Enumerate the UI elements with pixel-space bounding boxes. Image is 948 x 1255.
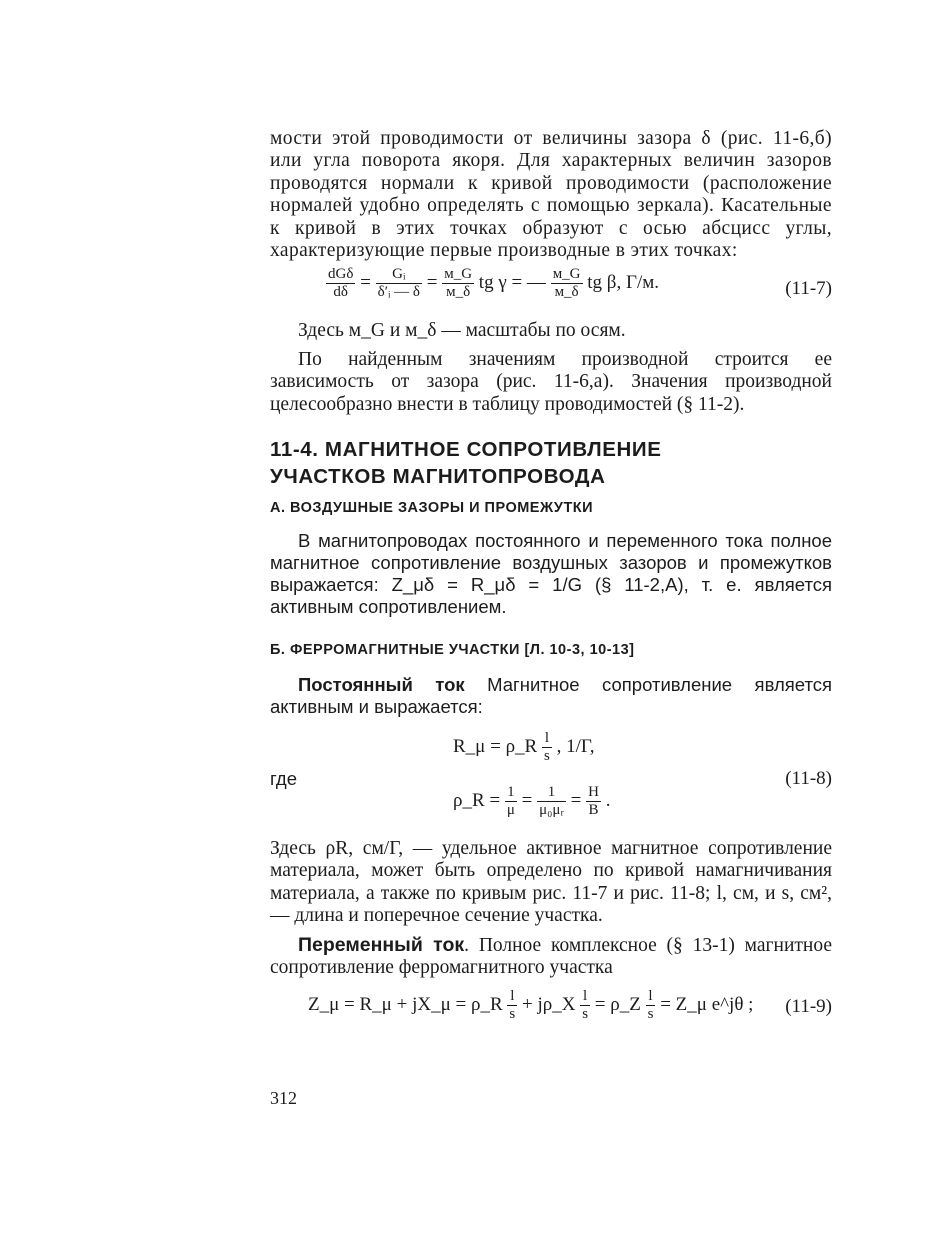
eq8-line-2: ρ_R = $\frac{1}{\mu}$ = $\frac{1}{\text{μ₀μᵣ}}$ = $\frac{H}{B}$ . [453,784,611,819]
eq9-frac-2: $\frac{l}{s}$ [582,987,589,1022]
eq8-where: где [270,768,298,790]
paragraph-7-text: . Полное комплексное (§ 13-1) магнитное сопротивление ферромагнитного участка [270,934,832,979]
eq7-tg-beta: tg β, Г/м. [587,272,659,294]
paragraph-5 [270,674,832,718]
equation-11-7: $\frac{\text{dGδ}}{d\delta}$ = $\frac{\text{Gᵢ}}{\text{δ′ᵢ — δ}}$ = $\frac{м\_G}{м\_\delta}$ tg γ = — $\frac{м\_G}{м\_\delta}$ tg β, Г/м. (11-7) [328,266,832,301]
section-heading-line-2: УЧАСТКОВ МАГНИТОПРОВОДА [270,465,606,489]
eq8-line-1: R_μ = ρ_R $\frac{l}{s}$ , 1/Г, [453,730,595,765]
paragraph-2: Здесь м_G и м_δ — масштабы по осям. [298,320,626,342]
eq7-frac-4: $\frac{м\_G}{м\_\delta}$ [552,266,581,301]
equation-11-8 [270,724,832,830]
paragraph-5-lead: Постоянный ток [298,674,465,696]
subheading-b-reference: [Л. 10-3, 10-13] [524,642,635,659]
eq8-frac-2: $\frac{1}{\mu}$ [506,784,515,819]
eq9-frac-1: $\frac{l}{s}$ [509,987,516,1022]
paragraph-1: мости этой проводимости от величины зазора δ (рис. 11-6,б) или угла поворота якоря. Для характерных величин зазоров проводятся нормали к кривой проводимости (расположение нормалей удобно определять с помощью зеркала). Касательные к кривой в этих точках образуют с осью абсцисс углы, характеризующие первые производные в этих точках: [270,128,832,262]
equation-number-11-8: (11-8) [785,768,832,790]
paragraph-7-lead: Переменный ток [298,933,465,956]
page-number: 312 [270,1088,297,1108]
paragraph-5-text: Магнитное сопротивление является активным и выражается: [270,674,832,718]
eq7-tg-gamma: tg γ = — [478,272,546,294]
eq7-frac-3: $\frac{м\_G}{м\_\delta}$ [444,266,473,301]
eq8-frac-3: $\frac{1}{\text{μ₀μᵣ}}$ [539,784,564,819]
eq7-frac-2: $\frac{\text{Gᵢ}}{\text{δ′ᵢ — δ}}$ [377,266,420,301]
section-heading-11-4 [270,436,832,490]
eq8-frac-1: $\frac{l}{s}$ [543,730,550,765]
equation-number-11-9: (11-9) [785,995,832,1017]
equation-11-9: Z_μ = R_μ + jX_μ = ρ_R $\frac{l}{s}$ + jρ_X $\frac{l}{s}$ = ρ_Z $\frac{l}{s}$ = Z_μ e^jθ ; (11-9) [308,987,832,1022]
paragraph-7 [270,934,832,980]
eq8-frac-4: $\frac{H}{B}$ [588,784,599,819]
paragraph-3: По найденным значениям производной строится ее зависимость от зазора (рис. 11-6,а). Значения производной целесообразно внести в таблицу проводимостей (§ 11-2). [270,348,832,415]
subheading-b [270,642,832,658]
paragraph-6: Здесь ρR, см/Г, — удельное активное магнитное сопротивление материала, может быть определено по кривой намагничивания материала, а также по кривым рис. 11-7 и рис. 11-8; l, см, и s, см², — длина и поперечное сечение участка. [270,838,832,927]
equation-number-11-7: (11-7) [785,278,832,300]
subheading-b-title: Б. ФЕРРОМАГНИТНЫЕ УЧАСТКИ [270,642,520,659]
subheading-a: А. ВОЗДУШНЫЕ ЗАЗОРЫ И ПРОМЕЖУТКИ [270,500,594,517]
section-heading-line-1: 11-4. МАГНИТНОЕ СОПРОТИВЛЕНИЕ [270,438,662,462]
paragraph-4: В магнитопроводах постоянного и переменного тока полное магнитное сопротивление воздушных зазоров и промежутков выражается: Z_μδ = R_μδ = 1/G (§ 11-2,А), т. е. является активным сопротивлением. [270,530,832,618]
eq9-frac-3: $\frac{l}{s}$ [647,987,654,1022]
eq7-frac-1: $\frac{\text{dGδ}}{d\delta}$ [328,266,354,301]
page-body [270,128,832,1034]
